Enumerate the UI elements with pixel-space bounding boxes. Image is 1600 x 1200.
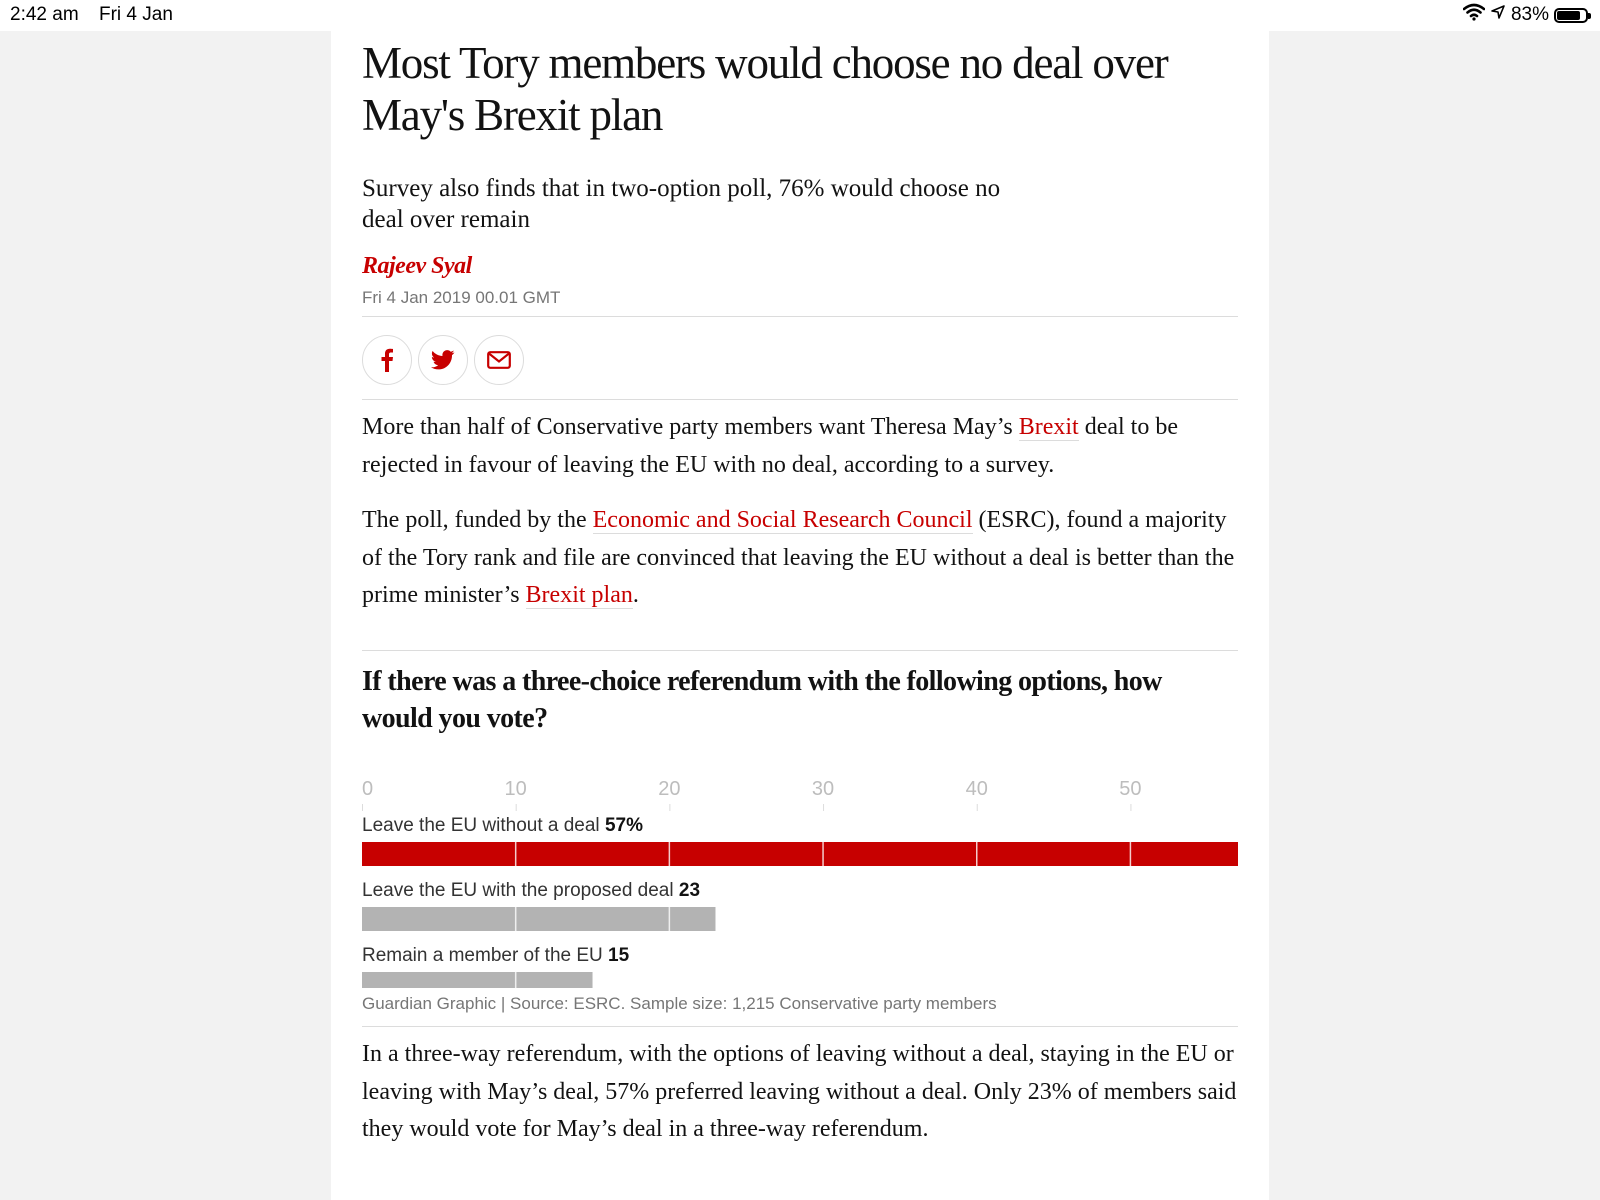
text-span: deal to be rejected in favour of leaving the EU with no deal, according to a survey. (362, 414, 1178, 478)
bar-label (362, 880, 700, 901)
facebook-icon (380, 348, 394, 372)
body-paragraph: In a three-way referendum, with the options of leaving without a deal, staying in the EU or leaving with May’s deal, 57% preferred leaving without a deal. Only 23% of members said they would vote for May’s deal in a three-way referendum. (362, 1041, 1237, 1142)
body-paragraph (362, 502, 1238, 615)
text-span: More than half of Conservative party members want Theresa May’s (362, 414, 1019, 440)
bar (362, 972, 593, 988)
bar-category: Leave the EU with the proposed deal (362, 880, 679, 901)
bar-value-label: 15 (608, 945, 630, 966)
divider (362, 316, 1238, 317)
body-paragraph (362, 409, 1238, 484)
email-share-button[interactable] (474, 335, 524, 385)
battery-fill (1557, 11, 1580, 20)
battery-percent: 83% (1510, 4, 1549, 25)
x-tick-label: 30 (811, 778, 835, 800)
status-date: Fri 4 Jan (99, 4, 173, 25)
status-time: 2:42 am (10, 4, 79, 25)
bar-label (362, 815, 643, 836)
text-span: . (632, 582, 639, 608)
author-link[interactable]: Rajeev Syal (362, 253, 472, 279)
battery-icon (1554, 8, 1588, 23)
bar-value-label: 57% (604, 815, 643, 836)
x-tick-label: 10 (504, 778, 527, 800)
divider (362, 1026, 1238, 1027)
status-right (1463, 3, 1588, 27)
share-buttons (362, 335, 524, 385)
standfirst: Survey also finds that in two-option poll, 76% would choose no deal over remain (362, 175, 1001, 233)
bar-value-label: 23 (678, 880, 701, 901)
location-arrow-icon (1490, 4, 1506, 26)
x-tick-label: 20 (658, 778, 681, 800)
divider (362, 399, 1238, 400)
wifi-icon (1463, 3, 1485, 27)
x-tick-label: 0 (362, 778, 374, 800)
publish-date: Fri 4 Jan 2019 00.01 GMT (362, 288, 561, 307)
twitter-icon (431, 350, 455, 370)
article-card (331, 31, 1269, 1200)
x-tick-label: 50 (1119, 778, 1142, 800)
facebook-share-button[interactable] (362, 335, 412, 385)
esrc-link[interactable]: Economic and Social Research Council (592, 507, 973, 533)
chart-title: If there was a three-choice referendum with the following options, how would you vote? (362, 666, 1162, 734)
bar-category: Remain a member of the EU (362, 945, 609, 966)
x-tick-label: 40 (965, 778, 988, 800)
bar (362, 907, 715, 931)
bar-category: Leave the EU without a deal (362, 815, 605, 836)
text-span: (ESRC), found a majority of the Tory rank and file are convinced that leaving the EU without a deal is better than the prime minister’s (362, 507, 1235, 608)
brexit-plan-link[interactable]: Brexit plan (525, 582, 633, 608)
divider (362, 650, 1238, 651)
status-bar (0, 0, 1600, 31)
email-icon (487, 351, 511, 369)
chart-source: Guardian Graphic | Source: ESRC. Sample size: 1,215 Conservative party members (362, 994, 997, 1013)
text-span: The poll, funded by the (362, 507, 593, 533)
bar-chart (362, 773, 1238, 988)
bar (362, 842, 1238, 866)
brexit-link[interactable]: Brexit (1018, 414, 1079, 440)
bar-label (362, 945, 630, 966)
twitter-share-button[interactable] (418, 335, 468, 385)
headline: Most Tory members would choose no deal over May's Brexit plan (362, 38, 1168, 140)
